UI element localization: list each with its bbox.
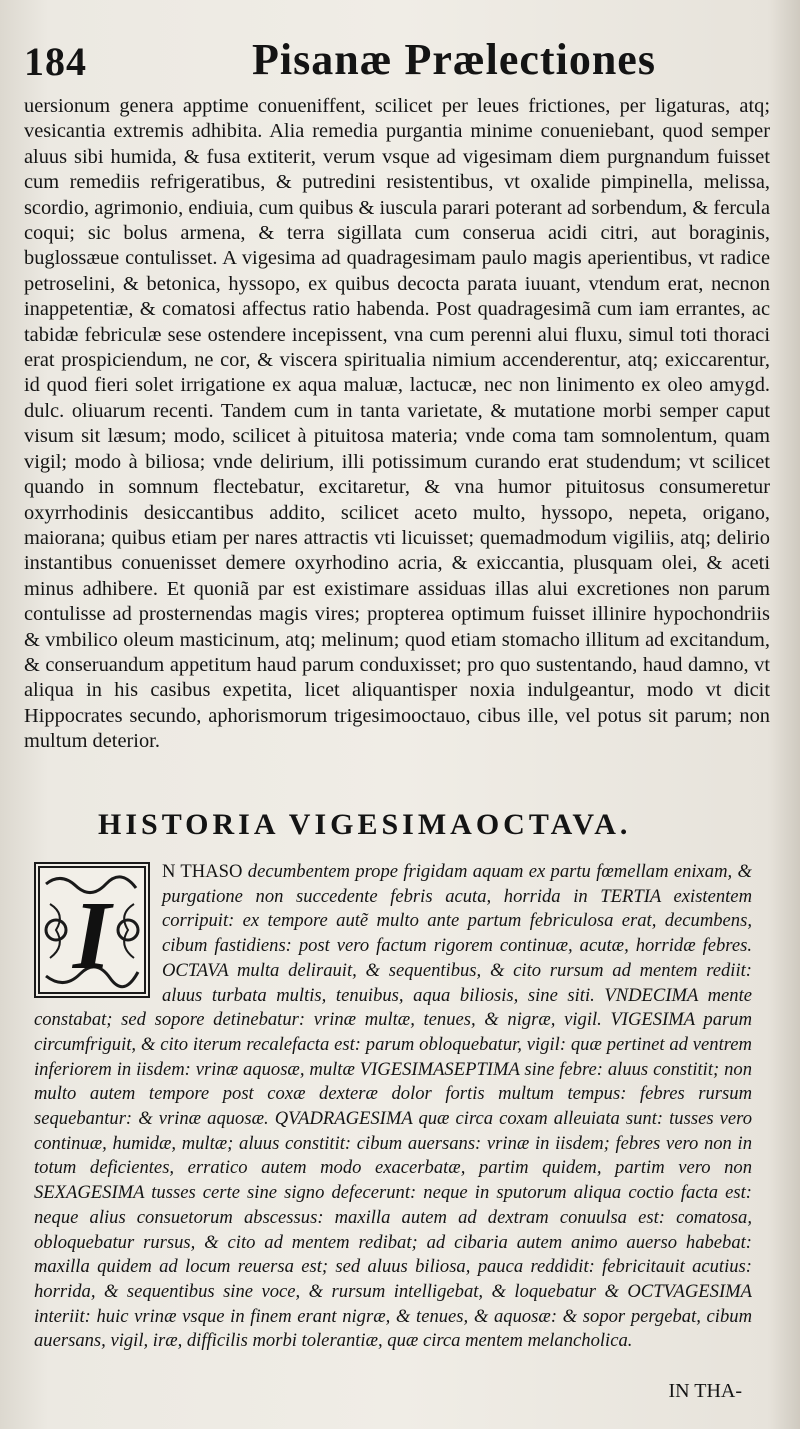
page-header xyxy=(24,34,760,86)
history-text: decumbentem prope frigidam aquam ex partu fœmellam enixam, & purgatione non succedente febris acuta, horrida in TERTIA existentem corripuit: ex tempore autẽ multo ante partum febriculosa erat, decumbens, cibum fastidiens: post vero factum rigorem continuæ, acutæ, horridæ febres. OCTAVA multa delirauit, & sequentibus, & cito rursum ad mentem rediit: aluus turbata multis, tenuibus, aqua biliosis, sine siti. VNDECIMA mente constabat; sed sopore detinebatur: vrinæ multæ, tenues, & nigræ, vigil. VIGESIMA parum circumfriguit, & cito iterum recalefacta est: parum obloquebatur, vigil: quæ pertinet ad ventrem inferiorem in iisdem: vrinæ aquosæ, multæ VIGESIMASEPTIMA sine febre: aluus constitit; non multo autem tempore post coxæ dexteræ dolor fortis multum tempus: febres rursum sequebantur: & vrinæ aquosæ. QVADRAGESIMA quæ circa coxam alleuiata sunt: tusses vero continuæ, humidæ, multæ; aluus constitit: cibum auersans: vrinæ in iisdem; febres vero non in totum deficientes, erratico autem modo exacerbatæ, partim quidem, partim vero non SEXAGESIMA tusses certe sine signo defecerunt: neque in sputorum aliqua coctio facta est: neque alius consuetorum abscessus: maxilla autem ad dextram conuulsa est: comatosa, obloquebatur rursus, & cito ad mentem redibat; ad cibaria autem animo auerso habebat: maxilla quidem ad locum reuersa est; sed aluus biliosa, pauca reddidit: febricitauit acutius: horrida, & sequentibus sine voce, & rursum intelligebat, & loquebatur & OCTVAGESIMA interiit: huic vrinæ vsque in finem erant nigræ, & tenues, & aquosæ: & sopor pergebat, cibum auersans, vigil, iræ, difficilis morbi tolerantiæ, quæ circa mentem melancholica. xyxy=(34,861,752,1352)
page-number: 184 xyxy=(24,39,87,84)
drop-cap-letter: I xyxy=(72,882,112,990)
history-text-block xyxy=(34,860,752,1354)
running-title: Pisanæ Prælectiones xyxy=(252,35,656,84)
body-paragraph: uersionum genera apptime conueniffent, scilicet per leues frictiones, per ligaturas, atq; vesicantia extremis adhibita. Alia remedia purgantia minime conueniebant, quod semper aluus sibi humida, & fusa extiterit, verum vsque ad vigesimam diem purgnandum fuisset cum remediis refrigeratibus, & putredini resistentibus, vt oxalide pimpinella, melissa, scordio, agrimonio, endiuia, cum quibus & iuscula parari poterant ad sorbendum, & fercula coqui; sic bolus armena, & terra sigillata cum conserua acidi citri, aut boraginis, buglossæue contulisset. A vigesima ad quadragesimam paulo magis aperientibus, vt radice petroselini, & betonica, hyssopo, ex quibus decocta parata iuuant, vtendum erat, necnon inappetentiæ, & comatosi affectus ratio habenda. Post quadragesimã cum iam errantes, ac tabidæ febriculæ sese ostendere incepissent, vna cum perenni alui fluxu, simul toti thoraci erat prospiciendum, ne cor, & viscera spiritualia nimium accenderentur, atq; exiccarentur, id quod fieri solet irrigatione ex aqua maluæ, lactucæ, nec non linimento ex oleo amygd. dulc. oliuarum recenti. Tandem cum in tanta varietate, & mutatione morbi semper caput visum sit læsum; modo, scilicet à pituitosa materia; vnde coma tam somnolentum, quam vigil; modo à biliosa; vnde delirium, illi potissimum curando erat studendum; vt scilicet quando in somnum flectebatur, excitaretur, & vna humor pituitosus consumeretur oxyrrhodinis desiccantibus addito, scilicet aceto multo, hyssopo, nepeta, origano, maiorana; quibus etiam per nares attractis vti licuisset; quemadmodum vigiliis, atq; delirio instantibus conuenisset demere oxyrhodino acria, & exiccantia, plusquam olei, & aceti minus adhibere. Et quoniã par est existimare assiduas illas alui excretiones non parum contulisse ad prosternendas magis vires; propterea optimum fuisset illinire hypochondriis & vmbilico oleum masticinum, atq; melinum; quod etiam stomacho illitum ad excitandum, & conseruandum appetitum haud parum conduxisset; pro quo sustentando, haud damno, vt aliqua in his casibus expetita, licet aliquantisper noxia indulgeantur, modo vt dicit Hippocrates secundo, aphorismorum trigesimooctauo, cibus ille, vel potus sit parum; non multum deterior. xyxy=(24,95,770,753)
catchword: IN THA- xyxy=(668,1380,742,1402)
section-heading: HISTORIA VIGESIMAOCTAVA. xyxy=(98,808,632,841)
ornamental-initial-icon xyxy=(34,862,150,998)
history-lead-words: N THASO xyxy=(162,861,243,882)
